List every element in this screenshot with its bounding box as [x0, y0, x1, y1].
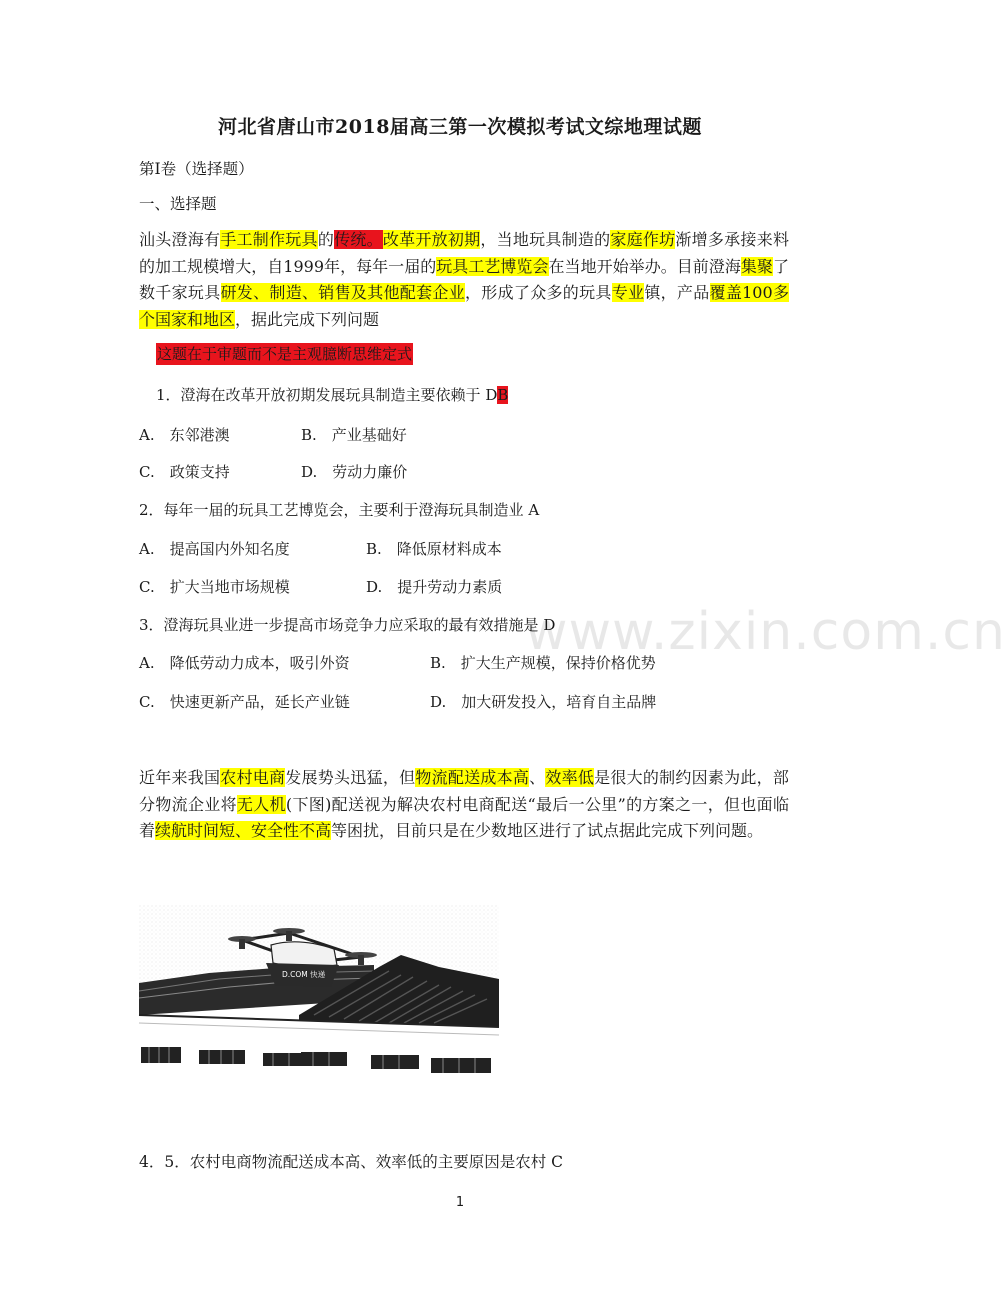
teacher-note: 这题在于审题而不是主观臆断思维定式	[157, 345, 413, 363]
yellow-highlight-text: 续航时间短、安全性不高	[155, 821, 332, 841]
passage-text: 发展势头迅猛，但	[285, 768, 416, 787]
question-1-option-a: A. 东邻港澳	[139, 426, 230, 444]
question-1-mark: B	[497, 386, 509, 404]
question-3-option-c: C. 快速更新产品，延长产业链	[139, 693, 350, 711]
yellow-highlight-text: 玩具工艺博览会	[436, 256, 549, 276]
question-2-option-d: D. 提升劳动力素质	[366, 578, 503, 596]
passage-text: 在当地开始举办。目前澄海	[548, 256, 741, 276]
passage-text: 镇，产品	[644, 283, 710, 303]
passage-text: 了数千家玩具	[139, 256, 789, 303]
question-1-option-d: D. 劳动力廉价	[301, 463, 408, 481]
passage-text: 是很大的制约因素为此，部分物流企业将	[139, 768, 789, 814]
question-1-stem: 1．澄海在改革开放初期发展玩具制造主要依赖于 D	[156, 386, 498, 404]
question-3-option-a: A. 降低劳动力成本，吸引外资	[139, 654, 350, 672]
yellow-highlight-text: 物流配送成本高	[415, 768, 530, 787]
passage-1	[139, 227, 789, 334]
question-3-option-d: D. 加大研发投入，培育自主品牌	[430, 693, 657, 711]
yellow-highlight-text: 专业	[611, 283, 645, 303]
passage-text: ，形成了众多的玩具	[465, 283, 612, 303]
page-number: 1	[455, 1195, 465, 1210]
passage-text: (下图)配送视为解决农村电商配送“最后一公里”的方案之一，但也面临着	[139, 794, 789, 841]
passage-text: 、	[529, 768, 546, 787]
passage-text: 渐增多承接来料的加工规模增大，自1999年，每年一届的	[139, 230, 789, 276]
passage-text: 近年来我国	[139, 768, 221, 787]
passage-2	[139, 765, 789, 845]
question-2-option-b: B. 降低原材料成本	[366, 540, 502, 558]
drone-cargo-label: D.COM 快递	[282, 970, 326, 979]
question-2-option-a: A. 提高国内外知名度	[139, 540, 290, 558]
yellow-highlight-text: 手工制作玩具	[220, 230, 318, 249]
question-3-option-b: B. 扩大生产规模，保持价格优势	[430, 654, 656, 672]
watermark: www.zixin.com.cn	[525, 602, 1006, 662]
part-heading: 一、选择题	[139, 195, 217, 213]
question-4-5-stem: 4．5．农村电商物流配送成本高、效率低的主要原因是农村 C	[139, 1153, 564, 1171]
yellow-highlight-text: 家庭作坊	[610, 230, 676, 249]
drone-delivery-photo	[139, 905, 499, 1085]
section-heading: 第Ⅰ卷（选择题）	[139, 160, 254, 178]
passage-text: ，当地玩具制造的	[480, 230, 611, 249]
passage-text: 汕头澄海有	[139, 230, 221, 249]
passage-text: 的	[317, 230, 335, 249]
yellow-highlight-text: 集聚	[740, 256, 773, 276]
yellow-highlight-text: 无人机	[236, 794, 286, 814]
yellow-highlight-text: 改革开放初期	[382, 230, 481, 249]
question-2-stem: 2．每年一届的玩具工艺博览会，主要利于澄海玩具制造业 A	[139, 501, 540, 519]
question-3-stem: 3．澄海玩具业进一步提高市场竞争力应采取的最有效措施是 D	[139, 616, 556, 634]
yellow-highlight-text: 农村电商	[220, 768, 286, 787]
yellow-highlight-text: 效率低	[545, 768, 595, 787]
question-1-option-c: C. 政策支持	[139, 463, 230, 481]
yellow-highlight-text: 研发、制造、销售及其他配套企业	[220, 283, 465, 303]
question-1-option-b: B. 产业基础好	[301, 426, 407, 444]
page-title: 河北省唐山市2018届高三第一次模拟考试文综地理试题	[218, 116, 702, 138]
question-1	[156, 384, 508, 405]
yellow-highlight-text: 覆盖100多个国家和地区	[139, 283, 789, 330]
passage-text: 等困扰，目前只是在少数地区进行了试点据此完成下列问题。	[331, 821, 764, 841]
passage-text: ，据此完成下列问题	[235, 310, 380, 330]
question-2-option-c: C. 扩大当地市场规模	[139, 578, 290, 596]
red-highlight-text: 传统。	[334, 230, 383, 249]
